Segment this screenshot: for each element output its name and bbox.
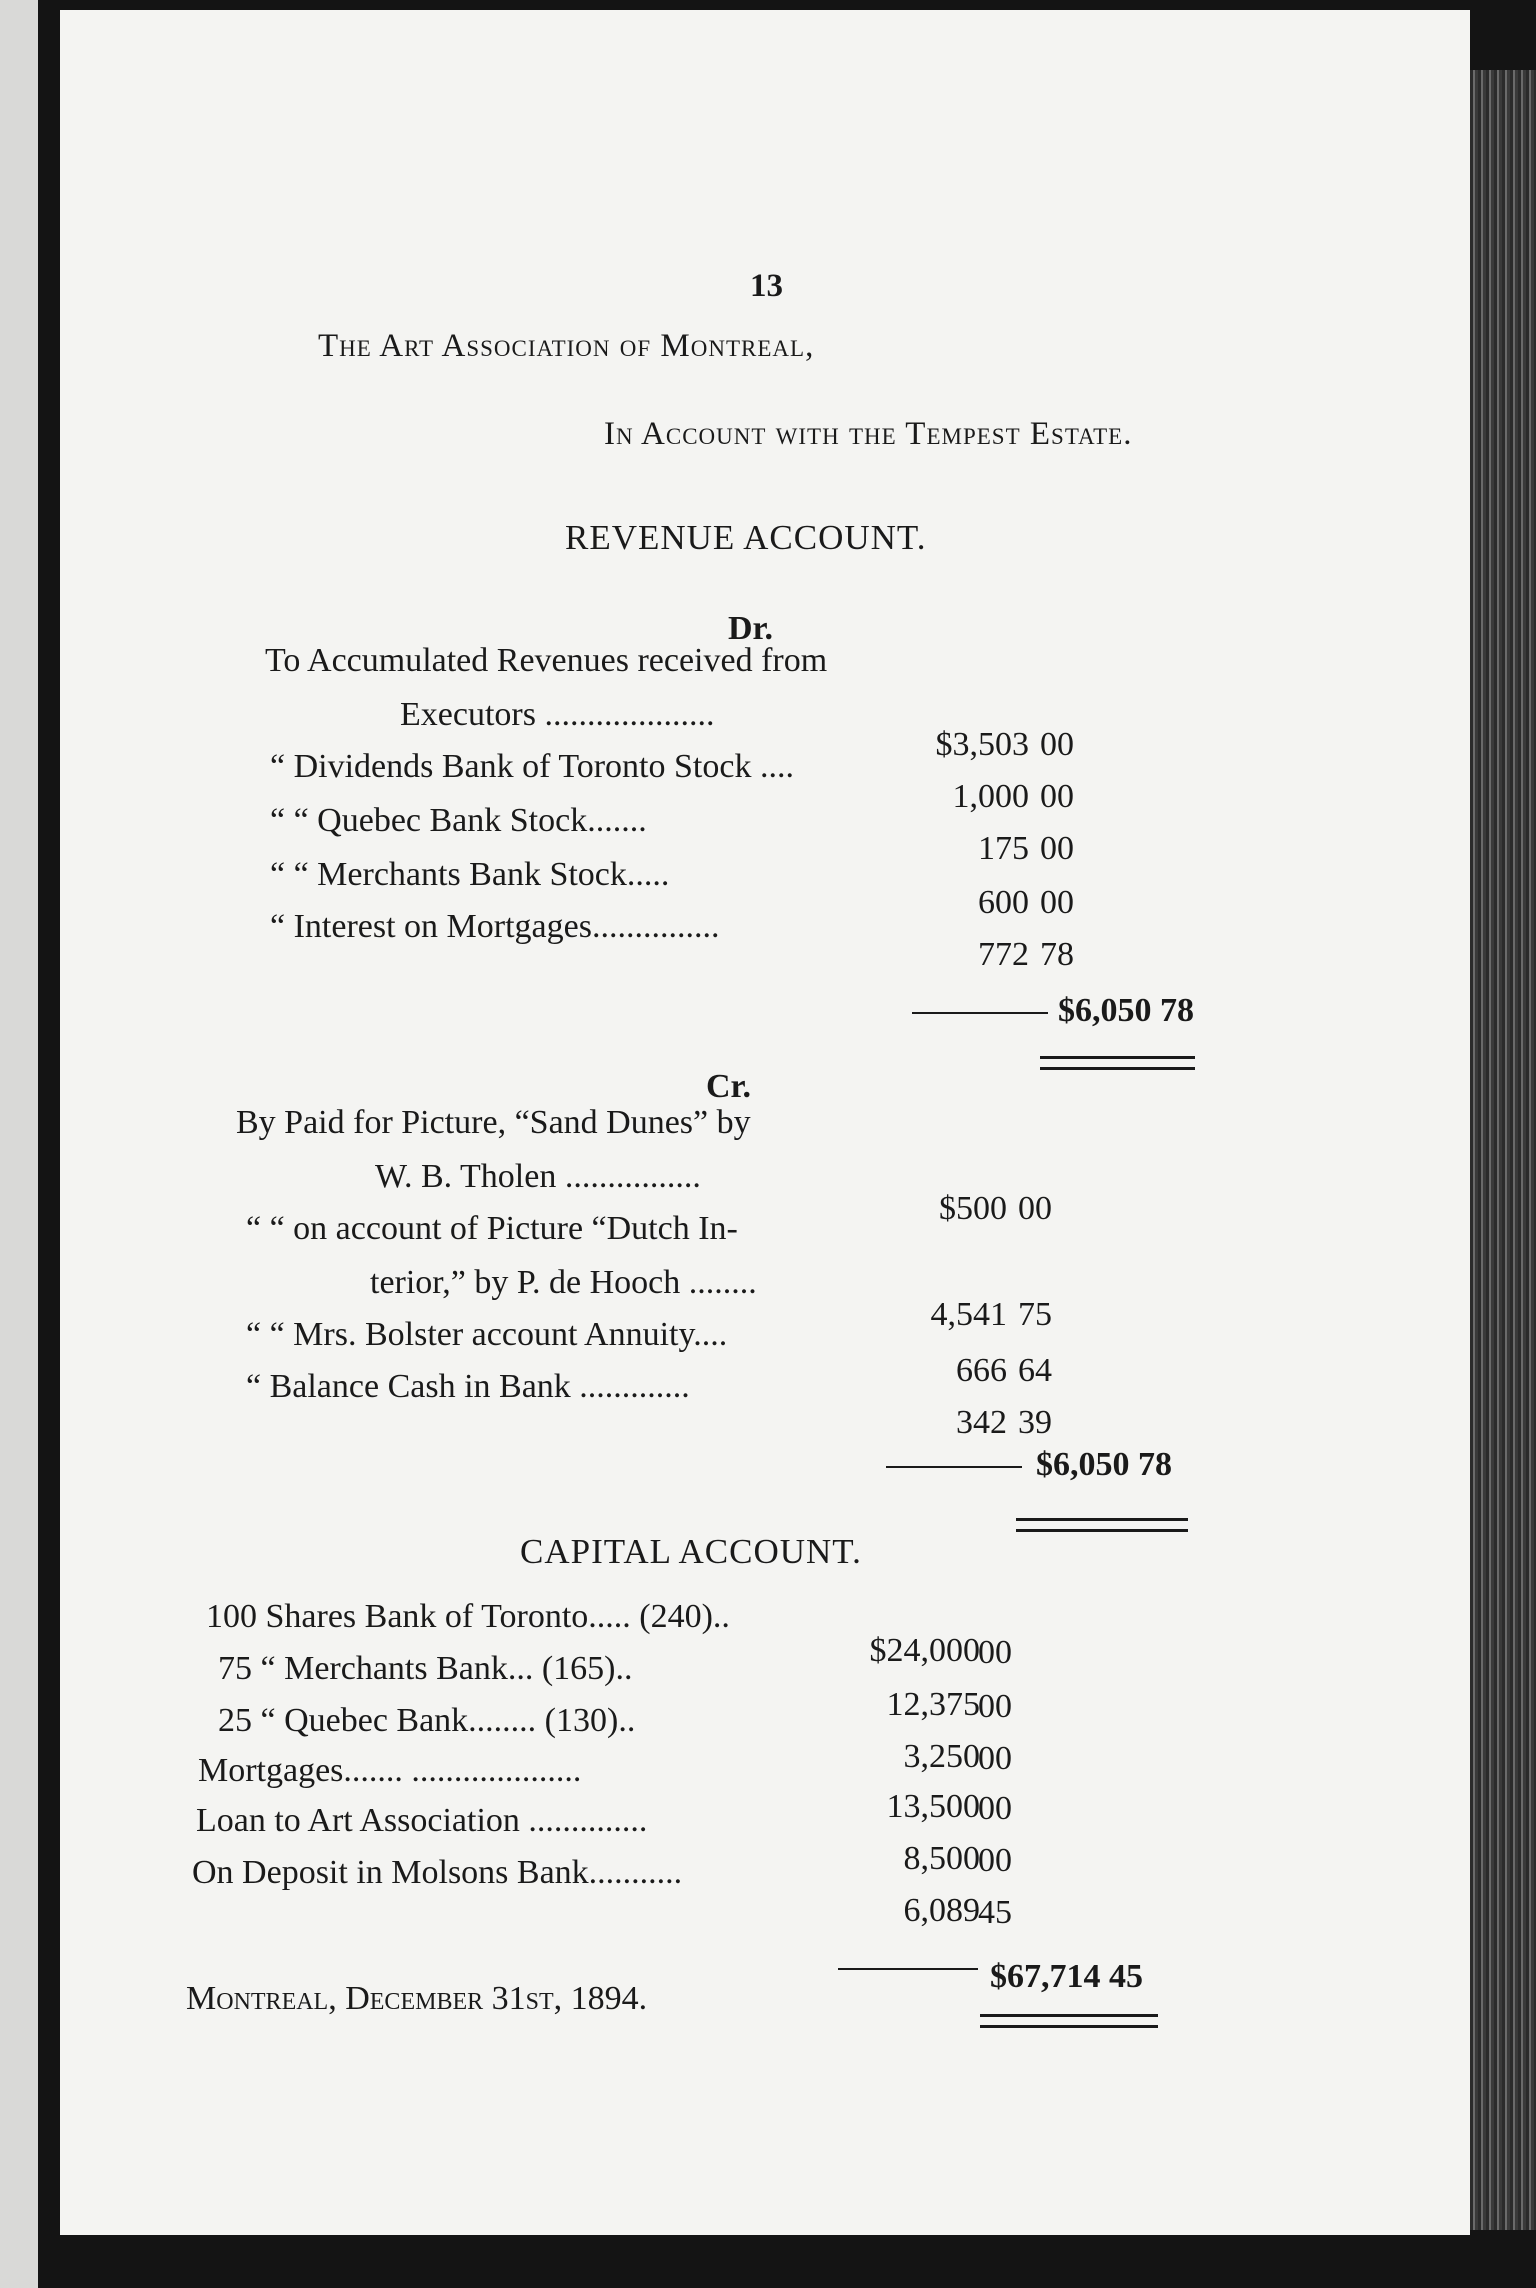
facing-page-edge: [0, 0, 38, 2288]
footer-place-date: Montreal, December 31st, 1894.: [186, 1980, 648, 2017]
capital-entry-dollars: 8,500: [903, 1840, 980, 1877]
capital-entry-text: 75 “ Merchants Bank... (165)..: [218, 1650, 633, 1687]
credit-entry-dollars: 342: [956, 1404, 1007, 1441]
credit-entry-cents: 64: [1018, 1352, 1052, 1389]
capital-entry-text: 100 Shares Bank of Toronto..... (240)..: [206, 1598, 730, 1635]
debit-entry-cents: 78: [1040, 936, 1074, 973]
capital-entry-dollars: 13,500: [886, 1788, 980, 1825]
credit-entry-cents: 00: [1018, 1190, 1052, 1227]
heading-line-2: In Account with the Tempest Estate.: [604, 416, 1133, 452]
capital-entry-text: Loan to Art Association ..............: [196, 1802, 648, 1839]
revenue-account-title: REVENUE ACCOUNT.: [565, 518, 927, 557]
credit-total-double-rule: [1016, 1518, 1188, 1532]
capital-account-title: CAPITAL ACCOUNT.: [520, 1532, 862, 1571]
debit-entry-text: Executors ....................: [400, 696, 715, 733]
debit-entry-text: “ Interest on Mortgages...............: [270, 908, 720, 945]
capital-entry-dollars: 3,250: [903, 1738, 980, 1775]
debit-entry-cents: 00: [1040, 778, 1074, 815]
capital-entry-dollars: 6,089: [903, 1892, 980, 1929]
capital-entry-dollars: $24,000: [869, 1632, 980, 1669]
debit-entry-cents: 00: [1040, 830, 1074, 867]
debit-total-leader: [912, 1012, 1048, 1014]
credit-entry-text: W. B. Tholen ................: [375, 1158, 701, 1195]
page-number: 13: [750, 268, 783, 304]
debit-label: Dr.: [728, 610, 774, 647]
credit-entry-cents: 75: [1018, 1296, 1052, 1333]
debit-total-double-rule: [1040, 1056, 1195, 1070]
capital-total-leader: [838, 1968, 978, 1970]
credit-entry-dollars: 4,541: [930, 1296, 1007, 1333]
debit-entry-cents: 00: [1040, 726, 1074, 763]
credit-entry-dollars: 666: [956, 1352, 1007, 1389]
credit-entry-cents: 39: [1018, 1404, 1052, 1441]
heading-line-1: The Art Association of Montreal,: [318, 328, 815, 364]
debit-entry-dollars: $3,503: [935, 726, 1029, 763]
debit-entry-dollars: 772: [978, 936, 1029, 973]
credit-entry-text: “ “ Mrs. Bolster account Annuity....: [246, 1316, 728, 1353]
capital-total: $67,714 45: [990, 1958, 1143, 1995]
capital-entry-cents: 00: [978, 1842, 1012, 1879]
credit-total-leader: [886, 1466, 1022, 1468]
credit-label: Cr.: [706, 1068, 752, 1105]
capital-entry-cents: 45: [978, 1894, 1012, 1931]
credit-entry-text: “ “ on account of Picture “Dutch In-: [246, 1210, 738, 1247]
debit-entry-cents: 00: [1040, 884, 1074, 921]
capital-entry-cents: 00: [978, 1790, 1012, 1827]
book-page: [60, 10, 1470, 2235]
debit-entry-text: “ “ Quebec Bank Stock.......: [270, 802, 647, 839]
capital-entry-cents: 00: [978, 1634, 1012, 1671]
credit-entry-dollars: $500: [939, 1190, 1007, 1227]
credit-entry-text: By Paid for Picture, “Sand Dunes” by: [236, 1104, 751, 1141]
capital-total-double-rule: [980, 2014, 1158, 2028]
book-page-edges: [1470, 70, 1536, 2230]
debit-entry-dollars: 1,000: [952, 778, 1029, 815]
debit-entry-text: To Accumulated Revenues received from: [265, 642, 828, 679]
debit-entry-text: “ Dividends Bank of Toronto Stock ....: [270, 748, 794, 785]
capital-entry-text: 25 “ Quebec Bank........ (130)..: [218, 1702, 636, 1739]
capital-entry-text: On Deposit in Molsons Bank...........: [192, 1854, 683, 1891]
capital-entry-cents: 00: [978, 1688, 1012, 1725]
debit-entry-text: “ “ Merchants Bank Stock.....: [270, 856, 670, 893]
credit-entry-text: “ Balance Cash in Bank .............: [246, 1368, 690, 1405]
debit-entry-dollars: 175: [978, 830, 1029, 867]
capital-entry-text: Mortgages....... ....................: [198, 1752, 582, 1789]
debit-entry-dollars: 600: [978, 884, 1029, 921]
debit-total: $6,050 78: [1058, 992, 1194, 1029]
capital-entry-dollars: 12,375: [886, 1686, 980, 1723]
credit-entry-text: terior,” by P. de Hooch ........: [370, 1264, 757, 1301]
credit-total: $6,050 78: [1036, 1446, 1172, 1483]
capital-entry-cents: 00: [978, 1740, 1012, 1777]
